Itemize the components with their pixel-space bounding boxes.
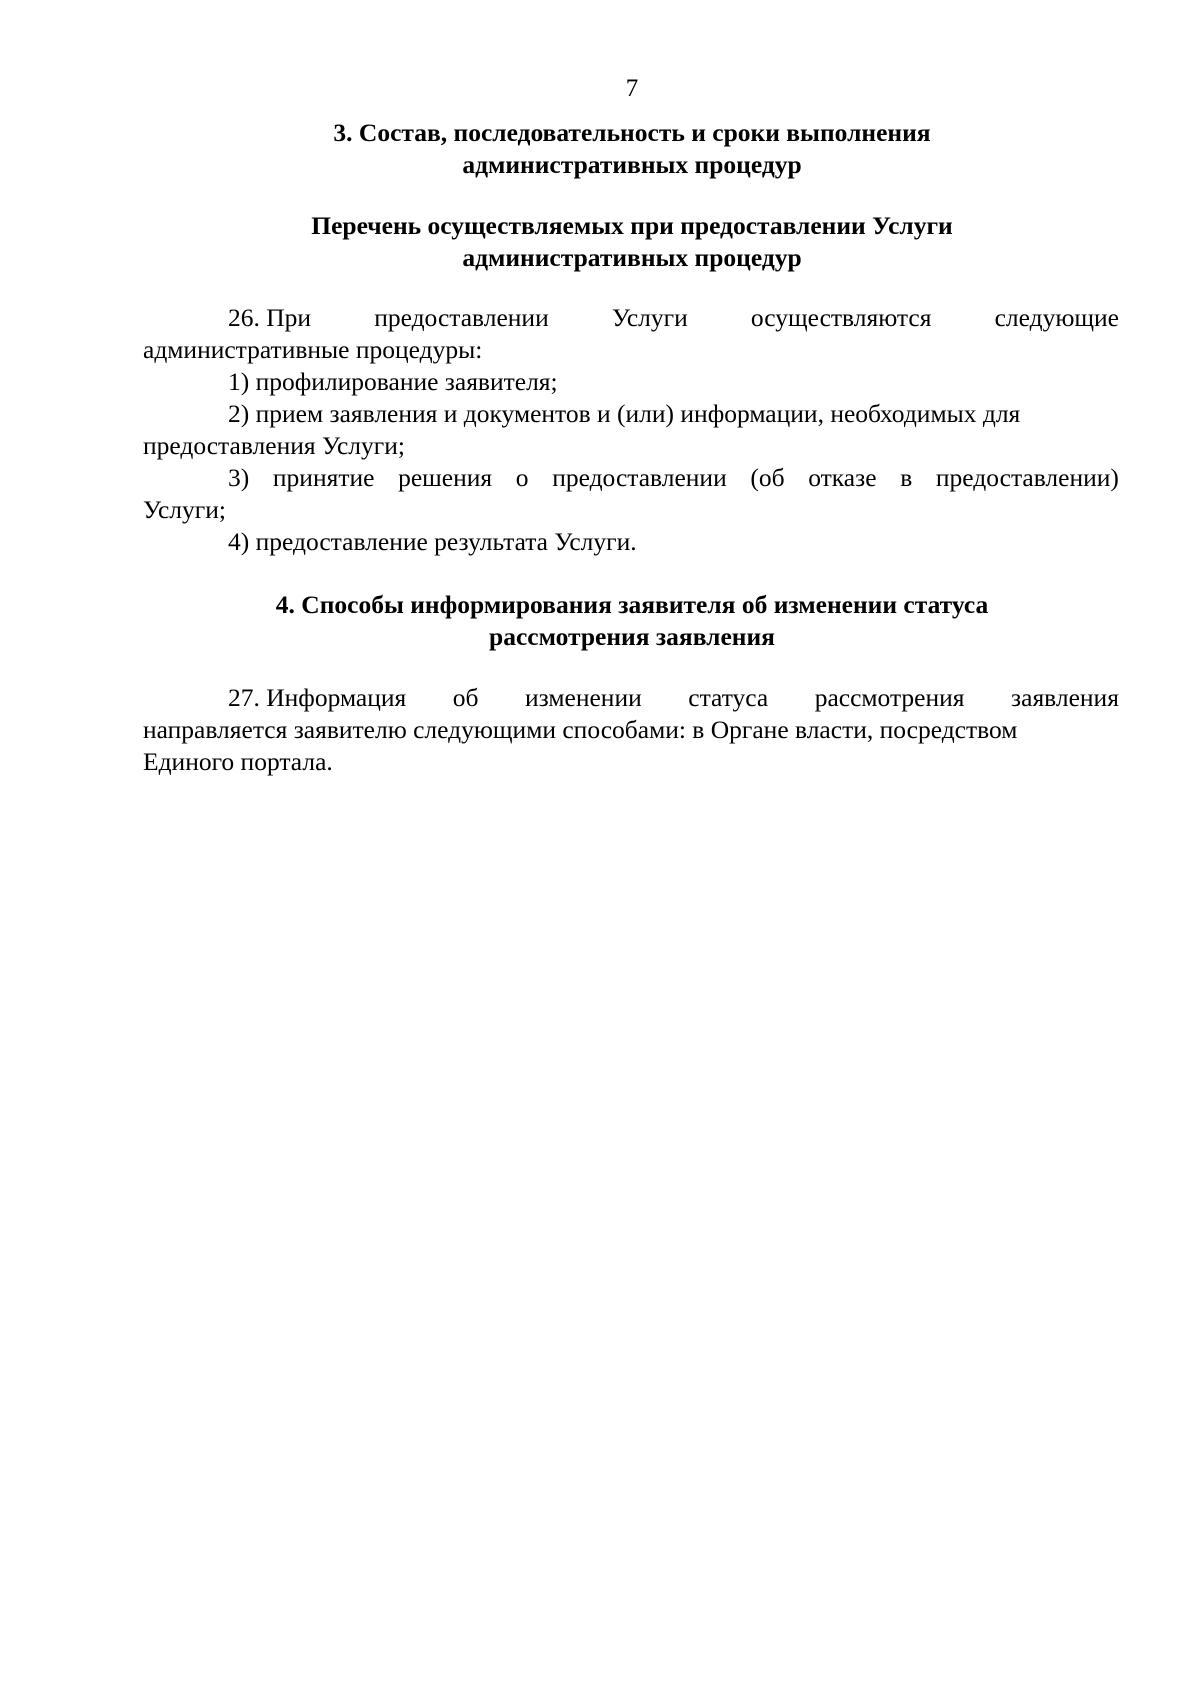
section-4-heading-line-1: 4. Способы информирования заявителя об изменении статуса: [275, 590, 989, 619]
list-item-4: 4) предоставление результата Услуги.: [228, 527, 637, 556]
paragraph-26-word: предоставлении: [374, 303, 549, 332]
list-item-3-word: 3): [228, 463, 250, 492]
paragraph-26-word: Услуги: [611, 303, 688, 332]
section-3-heading: [130, 117, 1134, 181]
list-item-3-word: предоставлении): [935, 463, 1119, 492]
paragraph-27-word: заявления: [1011, 683, 1119, 712]
paragraph-27: [143, 682, 1119, 778]
paragraph-27-line-1: [143, 682, 1119, 714]
paragraph-27-word: 27. Информация: [228, 683, 407, 712]
list-item-3-word: отказе: [808, 463, 877, 492]
list-item-3-word: предоставлении: [552, 463, 727, 492]
list-item-1: 1) профилирование заявителя;: [228, 367, 558, 396]
paragraph-26-word: следующие: [994, 303, 1119, 332]
paragraph-26-word: 26. При: [228, 303, 312, 332]
list-item-3-word: решения: [398, 463, 493, 492]
list-item-3-line-1: [143, 462, 1119, 494]
paragraph-26-line-1: [143, 302, 1119, 334]
paragraph-27-word: изменении: [525, 683, 642, 712]
section-3-heading-line-2: административных процедур: [462, 150, 802, 179]
list-item-2-line-1: 2) прием заявления и документов и (или) информации, необходимых для: [228, 399, 1021, 428]
paragraph-27-word: статуса: [688, 683, 769, 712]
section-4-heading-line-2: рассмотрения заявления: [489, 622, 775, 651]
procedures-list-heading-line-1: Перечень осуществляемых при предоставлении Услуги: [311, 211, 953, 240]
paragraph-27-word: рассмотрения: [814, 683, 965, 712]
paragraph-26: [143, 302, 1119, 558]
page-number: 7: [625, 75, 639, 102]
section-4-heading: [130, 589, 1134, 653]
list-item-3-word: о: [515, 463, 529, 492]
procedures-list-heading-line-2: административных процедур: [462, 243, 802, 272]
list-item-3-word: в: [900, 463, 913, 492]
paragraph-26-line-2: административные процедуры:: [143, 335, 483, 364]
list-item-3-word: (об: [750, 463, 785, 492]
list-item-3-line-2: Услуги;: [143, 495, 226, 524]
procedures-list-heading: [130, 210, 1134, 274]
section-3-heading-line-1: 3. Состав, последовательность и сроки выполнения: [333, 118, 931, 147]
list-item-3-word: принятие: [272, 463, 375, 492]
paragraph-27-line-3: Единого портала.: [143, 747, 333, 776]
paragraph-27-word: об: [452, 683, 479, 712]
paragraph-26-word: осуществляются: [750, 303, 932, 332]
paragraph-27-line-2: направляется заявителю следующими способами: в Органе власти, посредством: [143, 715, 1018, 744]
list-item-2-line-2: предоставления Услуги;: [143, 431, 405, 460]
